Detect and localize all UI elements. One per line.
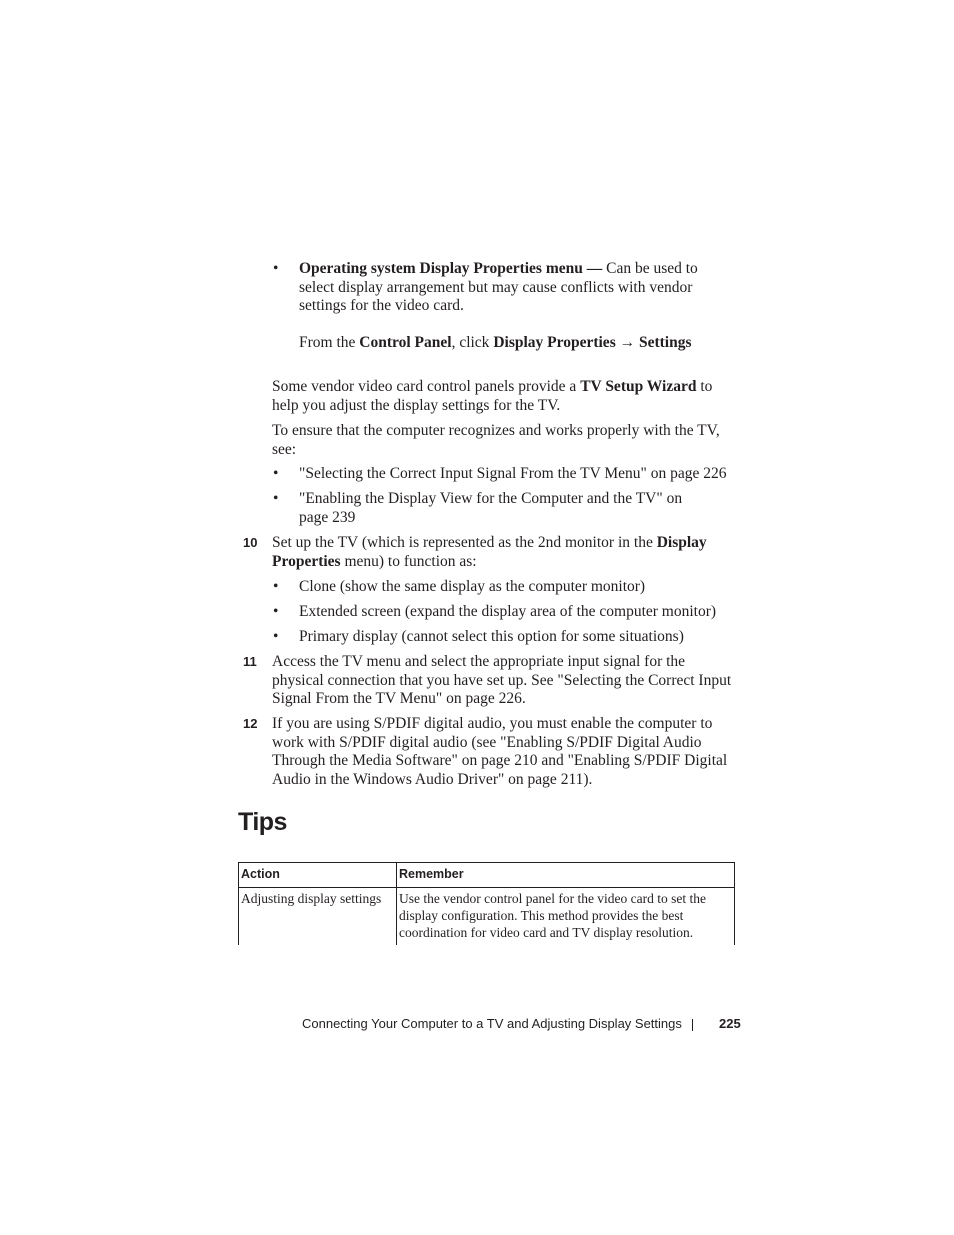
action-cell: Adjusting display settings [239, 888, 397, 946]
arrow-icon: → [615, 334, 639, 351]
see-item: "Enabling the Display View for the Computer and the TV" on page 239 [299, 490, 683, 526]
column-header-action: Action [239, 863, 397, 888]
bullet-glyph: • [273, 465, 279, 482]
table-header-row [239, 863, 735, 888]
os-menu-description: Can be used to select display arrangement but may cause conflicts with vendor settings for the video card. [299, 260, 698, 315]
tv-setup-wizard-label: TV Setup Wizard [580, 378, 697, 395]
footer-chapter-title: Connecting Your Computer to a TV and Adjusting Display Settings [302, 1016, 682, 1031]
page-number: 225 [719, 1016, 741, 1031]
step-10-text [272, 534, 735, 571]
step-11-text: Access the TV menu and select the appropriate input signal for the physical connection that you have set up. See "Selecting the Correct Input Signal From the TV Menu" on page 226. [272, 653, 732, 708]
table-row [239, 888, 735, 946]
step-10-after: menu) to function as: [340, 552, 477, 570]
see-item: "Selecting the Correct Input Signal From the TV Menu" on page 226 [299, 465, 727, 482]
display-option: Primary display (cannot select this option for some situations) [299, 628, 684, 645]
tips-table [238, 862, 735, 945]
step-number: 10 [243, 535, 258, 550]
step-10-before: Set up the TV (which is represented as the 2nd monitor in the [272, 534, 657, 551]
control-panel-label: Control Panel [359, 334, 452, 351]
os-display-properties-item [299, 260, 735, 316]
ensure-paragraph: To ensure that the computer recognizes and works properly with the TV, see: [272, 422, 720, 458]
column-header-remember: Remember [397, 863, 735, 888]
tips-heading: Tips [238, 808, 287, 836]
bullet-glyph: • [273, 628, 279, 645]
display-option: Extended screen (expand the display area of the computer monitor) [299, 603, 717, 620]
remember-cell: Use the vendor control panel for the video card to set the display configuration. This method provides the best coordination for video card and TV display resolution. [397, 888, 735, 946]
path-click: , click [451, 334, 494, 351]
vendor-text-after: to help you adjust the display settings for the TV. [272, 378, 713, 414]
footer-separator [692, 1019, 693, 1031]
vendor-paragraph [272, 378, 735, 415]
step-number: 11 [243, 654, 257, 669]
bullet-glyph: • [273, 603, 279, 620]
bullet-glyph: • [273, 260, 279, 277]
vendor-text-before: Some vendor video card control panels provide a [272, 378, 581, 395]
display-properties-label: Display Properties [493, 334, 616, 351]
step-number: 12 [243, 716, 258, 731]
step-12-text: If you are using S/PDIF digital audio, you must enable the computer to work with S/PDIF digital audio (see "Enabling S/PDIF Digital Audio Through the Media Software" on page 210 and "Enabling S/PDIF Digital Audio in the Windows Audio Driver" on page 211). [272, 715, 728, 788]
os-menu-path [299, 334, 735, 353]
display-option: Clone (show the same display as the computer monitor) [299, 578, 646, 595]
os-menu-title: Operating system Display Properties menu — [299, 260, 603, 277]
path-prefix: From the [299, 334, 360, 351]
bullet-glyph: • [273, 490, 279, 507]
settings-label: Settings [638, 334, 692, 351]
bullet-glyph: • [273, 578, 279, 595]
display-properties-label: Display Properties [272, 534, 707, 570]
